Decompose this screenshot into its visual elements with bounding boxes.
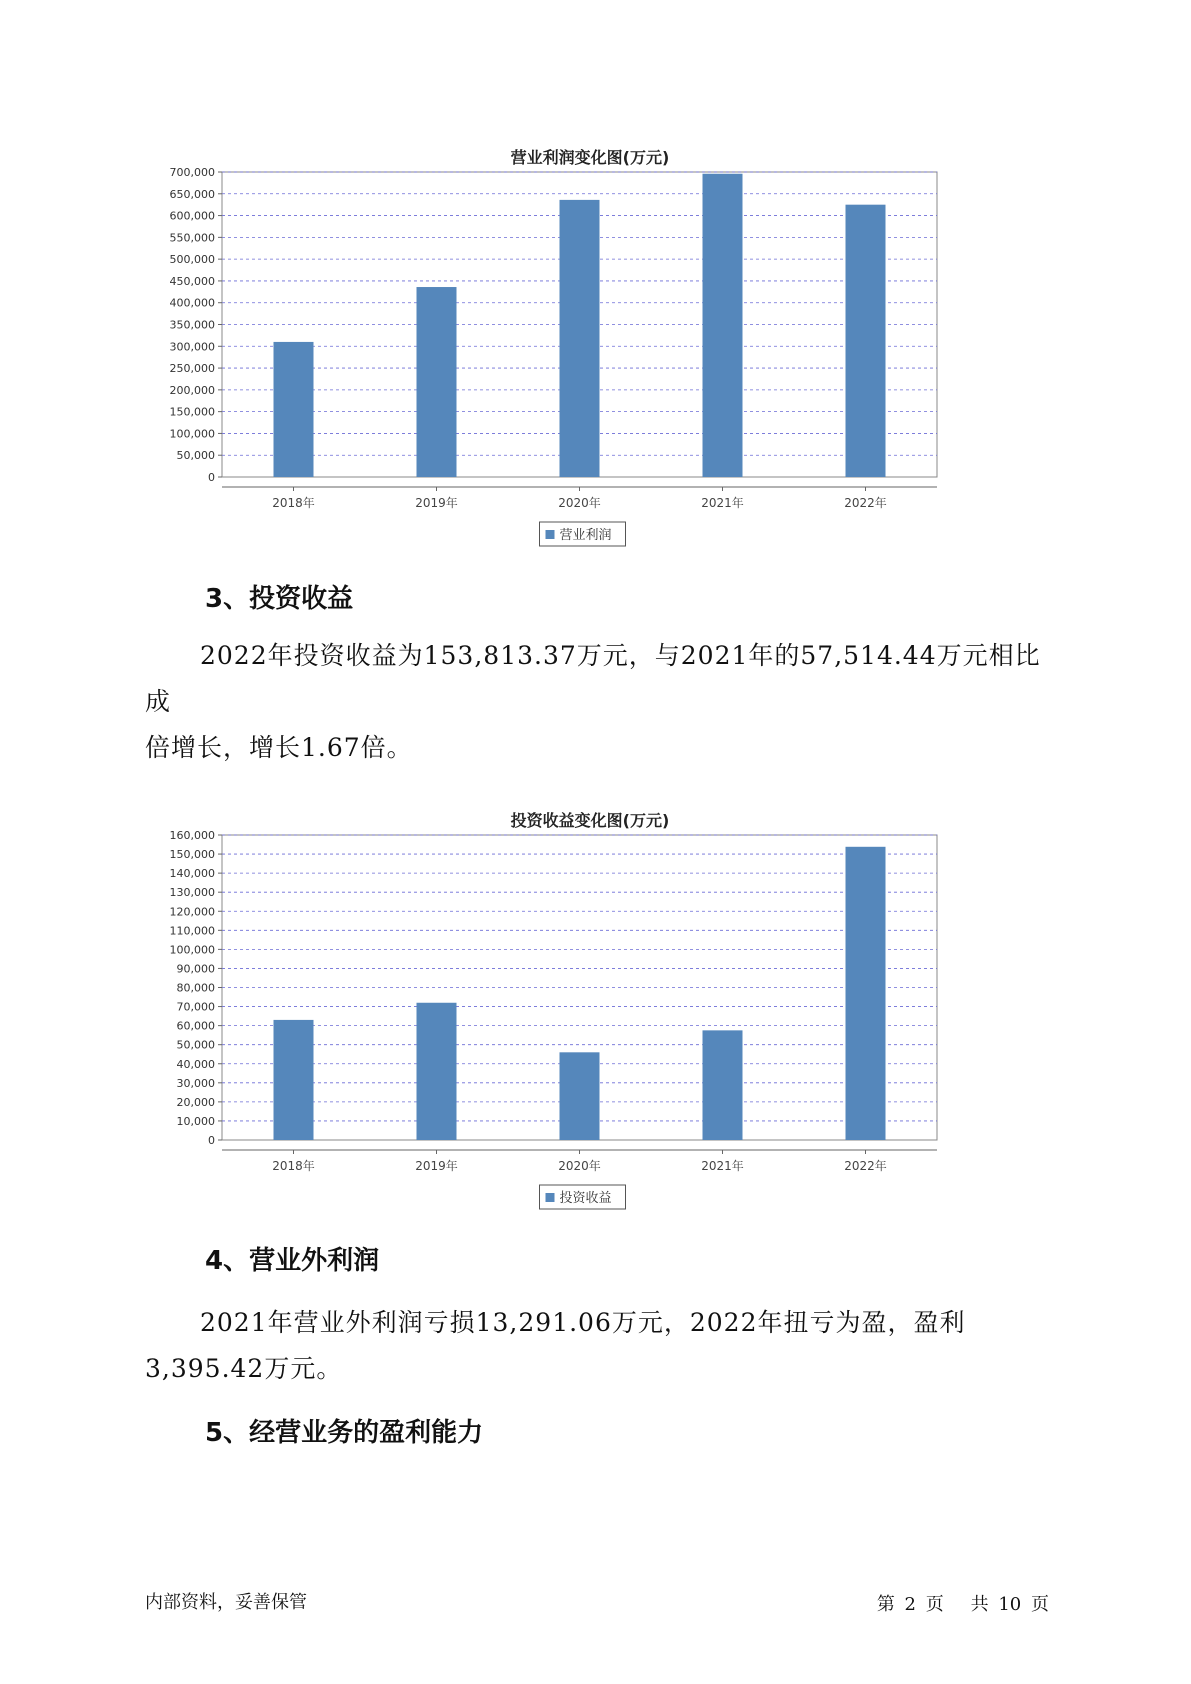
y-tick-label: 40,000 — [176, 1057, 215, 1071]
y-tick-label: 650,000 — [169, 187, 215, 201]
paragraph-line: 3,395.42万元。 — [145, 1354, 343, 1383]
bar — [560, 1052, 600, 1140]
y-tick-label: 90,000 — [176, 962, 215, 976]
section-heading-non-operating: 4、营业外利润 — [205, 1246, 380, 1276]
y-tick-label: 150,000 — [169, 405, 215, 419]
legend-swatch — [546, 530, 555, 539]
y-tick-label: 140,000 — [169, 867, 215, 881]
x-tick-label: 2018年 — [272, 496, 315, 510]
bar — [703, 174, 743, 477]
y-tick-label: 100,000 — [169, 427, 215, 441]
investment-income-chart — [160, 798, 1020, 1258]
footer-confidential-note: 内部资料，妥善保管 — [145, 1592, 307, 1613]
y-tick-label: 0 — [208, 471, 215, 484]
y-tick-label: 250,000 — [169, 362, 215, 376]
non-operating-paragraph — [145, 1300, 1065, 1392]
bar — [274, 1020, 314, 1140]
y-tick-label: 30,000 — [176, 1076, 215, 1090]
y-tick-label: 450,000 — [169, 274, 215, 288]
operating-profit-chart — [160, 135, 1020, 595]
y-tick-label: 700,000 — [169, 166, 215, 179]
paragraph-line: 2022年投资收益为153,813.37万元，与2021年的57,514.44万元相比成 — [145, 641, 1041, 716]
section-heading-investment: 3、投资收益 — [205, 584, 354, 614]
y-tick-label: 80,000 — [176, 981, 215, 995]
bar — [417, 287, 457, 477]
page-number: 2 — [904, 1594, 916, 1615]
legend-label: 投资收益 — [559, 1191, 612, 1206]
y-tick-label: 10,000 — [176, 1114, 215, 1128]
y-tick-label: 0 — [208, 1134, 215, 1147]
y-tick-label: 600,000 — [169, 209, 215, 223]
y-tick-label: 400,000 — [169, 296, 215, 310]
x-tick-label: 2018年 — [272, 1159, 315, 1173]
y-tick-label: 150,000 — [169, 848, 215, 862]
x-tick-label: 2019年 — [415, 1159, 458, 1173]
y-tick-label: 300,000 — [169, 340, 215, 354]
y-tick-label: 50,000 — [176, 1038, 215, 1052]
page-unit: 页 — [925, 1594, 944, 1615]
bar — [846, 205, 886, 477]
legend-swatch — [546, 1193, 555, 1202]
y-tick-label: 100,000 — [169, 943, 215, 957]
paragraph-line: 2021年营业外利润亏损13,291.06万元，2022年扭亏为盈，盈利 — [200, 1308, 966, 1337]
x-tick-label: 2022年 — [844, 496, 887, 510]
y-tick-label: 500,000 — [169, 253, 215, 267]
x-tick-label: 2022年 — [844, 1159, 887, 1173]
total-prefix: 共 — [970, 1594, 989, 1615]
bar — [417, 1003, 457, 1140]
x-tick-label: 2021年 — [701, 1159, 744, 1173]
total-unit: 页 — [1031, 1594, 1049, 1615]
legend-label: 营业利润 — [559, 528, 612, 543]
y-tick-label: 50,000 — [176, 449, 215, 463]
y-tick-label: 160,000 — [169, 829, 215, 842]
paragraph-line: 倍增长，增长1.67倍。 — [145, 733, 413, 762]
y-tick-label: 130,000 — [169, 886, 215, 900]
total-pages: 10 — [998, 1594, 1022, 1615]
chart-title: 营业利润变化图(万元) — [510, 148, 670, 167]
y-tick-label: 120,000 — [169, 905, 215, 919]
y-tick-label: 20,000 — [176, 1095, 215, 1109]
x-tick-label: 2021年 — [701, 496, 744, 510]
page-prefix: 第 — [876, 1594, 895, 1615]
chart-svg — [160, 798, 1020, 1258]
x-tick-label: 2019年 — [415, 496, 458, 510]
x-tick-label: 2020年 — [558, 496, 601, 510]
investment-paragraph — [145, 633, 1065, 771]
y-tick-label: 350,000 — [169, 318, 215, 332]
y-tick-label: 70,000 — [176, 1000, 215, 1014]
footer-page-number — [875, 1590, 1051, 1616]
chart-svg — [160, 135, 1020, 595]
bar — [274, 342, 314, 477]
y-tick-label: 200,000 — [169, 383, 215, 397]
y-tick-label: 60,000 — [176, 1019, 215, 1033]
x-tick-label: 2020年 — [558, 1159, 601, 1173]
bar — [703, 1030, 743, 1140]
section-heading-profitability: 5、经营业务的盈利能力 — [205, 1418, 484, 1448]
y-tick-label: 550,000 — [169, 231, 215, 245]
y-tick-label: 110,000 — [169, 924, 215, 938]
chart-title: 投资收益变化图(万元) — [510, 811, 670, 830]
bar — [846, 847, 886, 1140]
bar — [560, 200, 600, 477]
